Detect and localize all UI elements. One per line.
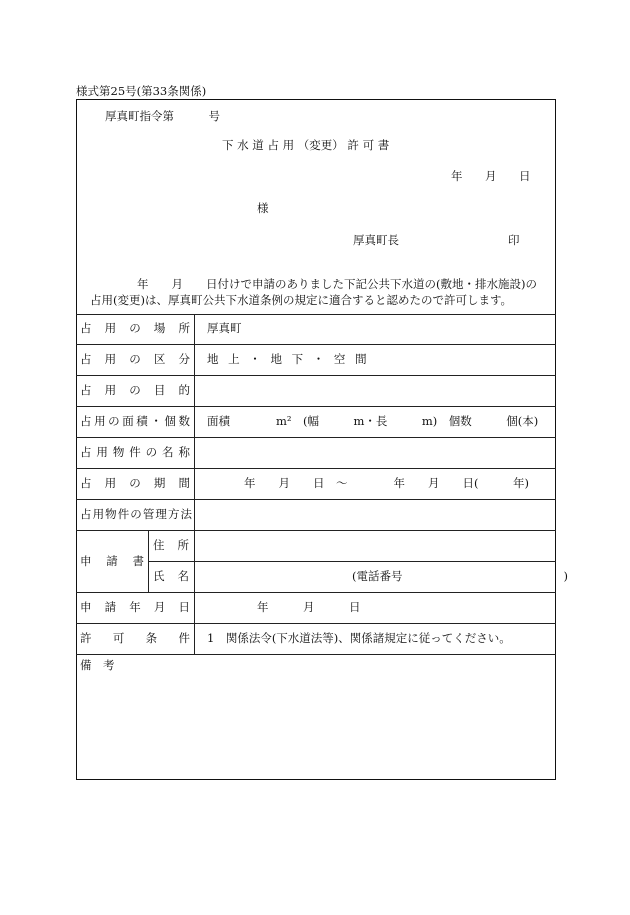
- row-divider: [76, 592, 556, 593]
- row-divider: [76, 344, 556, 345]
- permit-number: 厚真町指令第 号: [105, 109, 220, 123]
- value-application-date: 年 月 日: [257, 600, 361, 614]
- label-purpose: 占 用 の 目 的: [80, 383, 190, 397]
- body-text-line-1: 年 月 日付けで申請のありました下記公共下水道の(敷地・排水施設)の: [137, 277, 537, 291]
- label-management: 占 用 物 件 の 管 理 方 法: [80, 507, 192, 521]
- label-column-divider: [194, 314, 195, 654]
- applicant-sub-divider: [148, 530, 149, 592]
- permit-form: [76, 99, 556, 780]
- row-divider: [76, 499, 556, 500]
- value-conditions: 1 関係法令(下水道法等)、関係諸規定に従ってください。: [207, 631, 511, 645]
- row-divider: [76, 406, 556, 407]
- label-applicant: 申 請 書: [80, 554, 144, 568]
- issuer: 厚真町長: [353, 233, 399, 247]
- value-phone: (電話番号 ): [352, 569, 568, 583]
- row-divider: [76, 468, 556, 469]
- value-place: 厚真町: [207, 321, 242, 335]
- form-number: 様式第25号(第33条関係): [76, 84, 207, 98]
- label-address: 住 所: [153, 538, 189, 552]
- document-title: 下 水 道 占 用 （変更） 許 可 書: [222, 138, 390, 152]
- label-conditions: 許 可 条 件: [80, 631, 190, 645]
- row-divider: [76, 437, 556, 438]
- row-divider: [76, 375, 556, 376]
- seal-mark: 印: [508, 233, 520, 247]
- label-category: 占 用 の 区 分: [80, 352, 190, 366]
- body-text-line-2: 占用(変更)は、厚真町公共下水道条例の規定に適合すると認めたので許可します。: [90, 293, 513, 307]
- label-object-name: 占 用 物 件 の 名 称: [80, 445, 190, 459]
- label-application-date: 申 請 年 月 日: [80, 600, 190, 614]
- row-divider: [76, 654, 556, 655]
- label-name: 氏 名: [153, 569, 189, 583]
- value-category: 地 上 ・ 地 下 ・ 空 間: [207, 352, 370, 366]
- row-divider: [148, 561, 556, 562]
- date-year: 年: [451, 169, 463, 183]
- value-period: 年 月 日 〜 年 月 日( 年): [244, 476, 529, 490]
- label-place: 占 用 の 場 所: [80, 321, 190, 335]
- label-remarks: 備 考: [80, 658, 115, 672]
- date-day: 日: [519, 169, 531, 183]
- value-area: 面積 m² (幅 m・長 m) 個数 個(本): [207, 414, 539, 428]
- row-divider: [76, 623, 556, 624]
- label-period: 占 用 の 期 間: [80, 476, 190, 490]
- date-month: 月: [485, 169, 497, 183]
- label-area: 占 用 の 面 積 ・ 個 数: [80, 414, 190, 428]
- addressee: 様: [257, 201, 269, 215]
- row-divider: [76, 314, 556, 315]
